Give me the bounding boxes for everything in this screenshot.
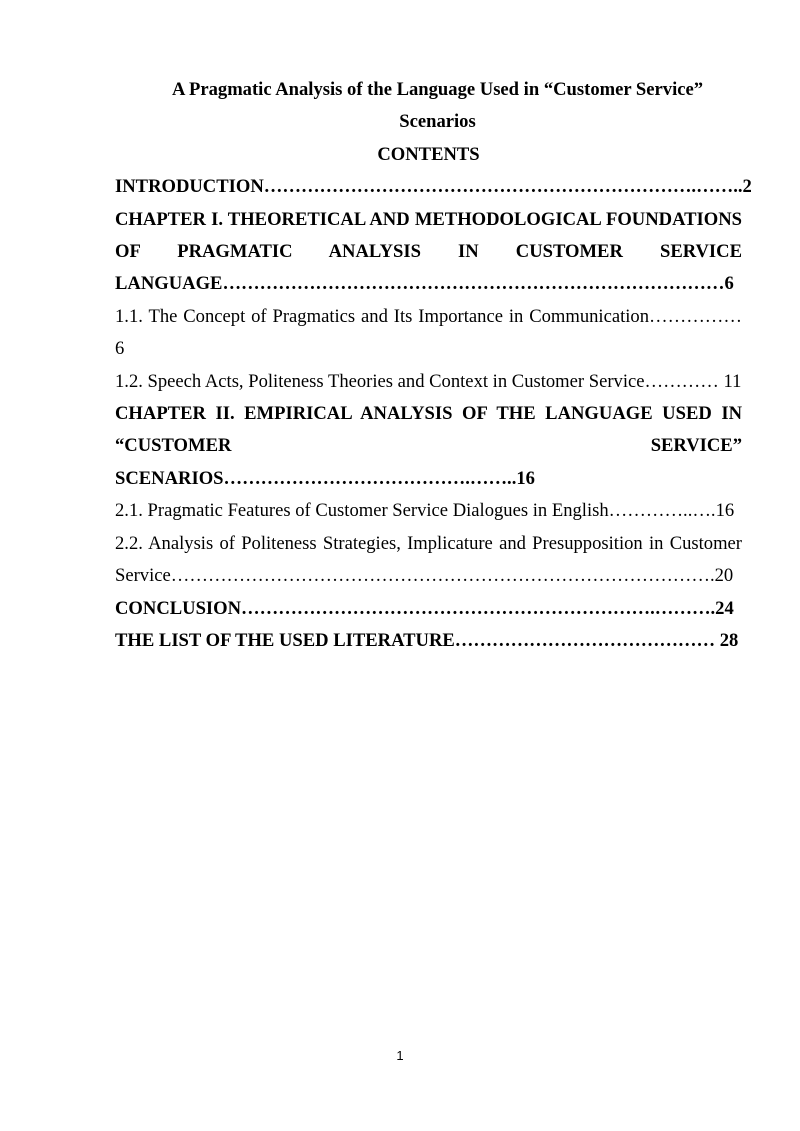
toc-entry-section-1-1: 1.1. The Concept of Pragmatics and Its Importance in Communication…………… 6 — [115, 305, 742, 360]
toc-entry-chapter-2: CHAPTER II. EMPIRICAL ANALYSIS OF THE LANGUAGE USED IN “CUSTOMER SERVICE” SCENARIOS………………………………….……..16 — [115, 403, 742, 489]
document-title: A Pragmatic Analysis of the Language Used in “Customer Service” Scenarios — [171, 79, 704, 133]
toc-entry-section-1-2: 1.2. Speech Acts, Politeness Theories and Context in Customer Service………… 11 — [115, 370, 742, 392]
toc-entry-introduction: INTRODUCTION…………………………………………………………….……..2 — [115, 176, 752, 198]
toc-entry-literature: THE LIST OF THE USED LITERATURE…………………………………… 28 — [115, 629, 739, 651]
contents-heading: CONTENTS — [377, 143, 480, 165]
document-page — [115, 74, 752, 657]
toc-entry-section-2-2: 2.2. Analysis of Politeness Strategies, Implicature and Presupposition in Customer Service…………………………………………………………………………….20 — [115, 532, 742, 587]
toc-entry-chapter-1: CHAPTER I. THEORETICAL AND METHODOLOGICAL FOUNDATIONS OF PRAGMATIC ANALYSIS IN CUSTOMER SERVICE LANGUAGE………………………………………………………………………6 — [115, 208, 742, 295]
toc-entry-conclusion: CONCLUSION………………………………………………………….……….24 — [115, 597, 734, 619]
page-number: 1 — [396, 1048, 404, 1063]
toc-entry-section-2-1: 2.1. Pragmatic Features of Customer Service Dialogues in English…………..….16 — [115, 500, 735, 522]
